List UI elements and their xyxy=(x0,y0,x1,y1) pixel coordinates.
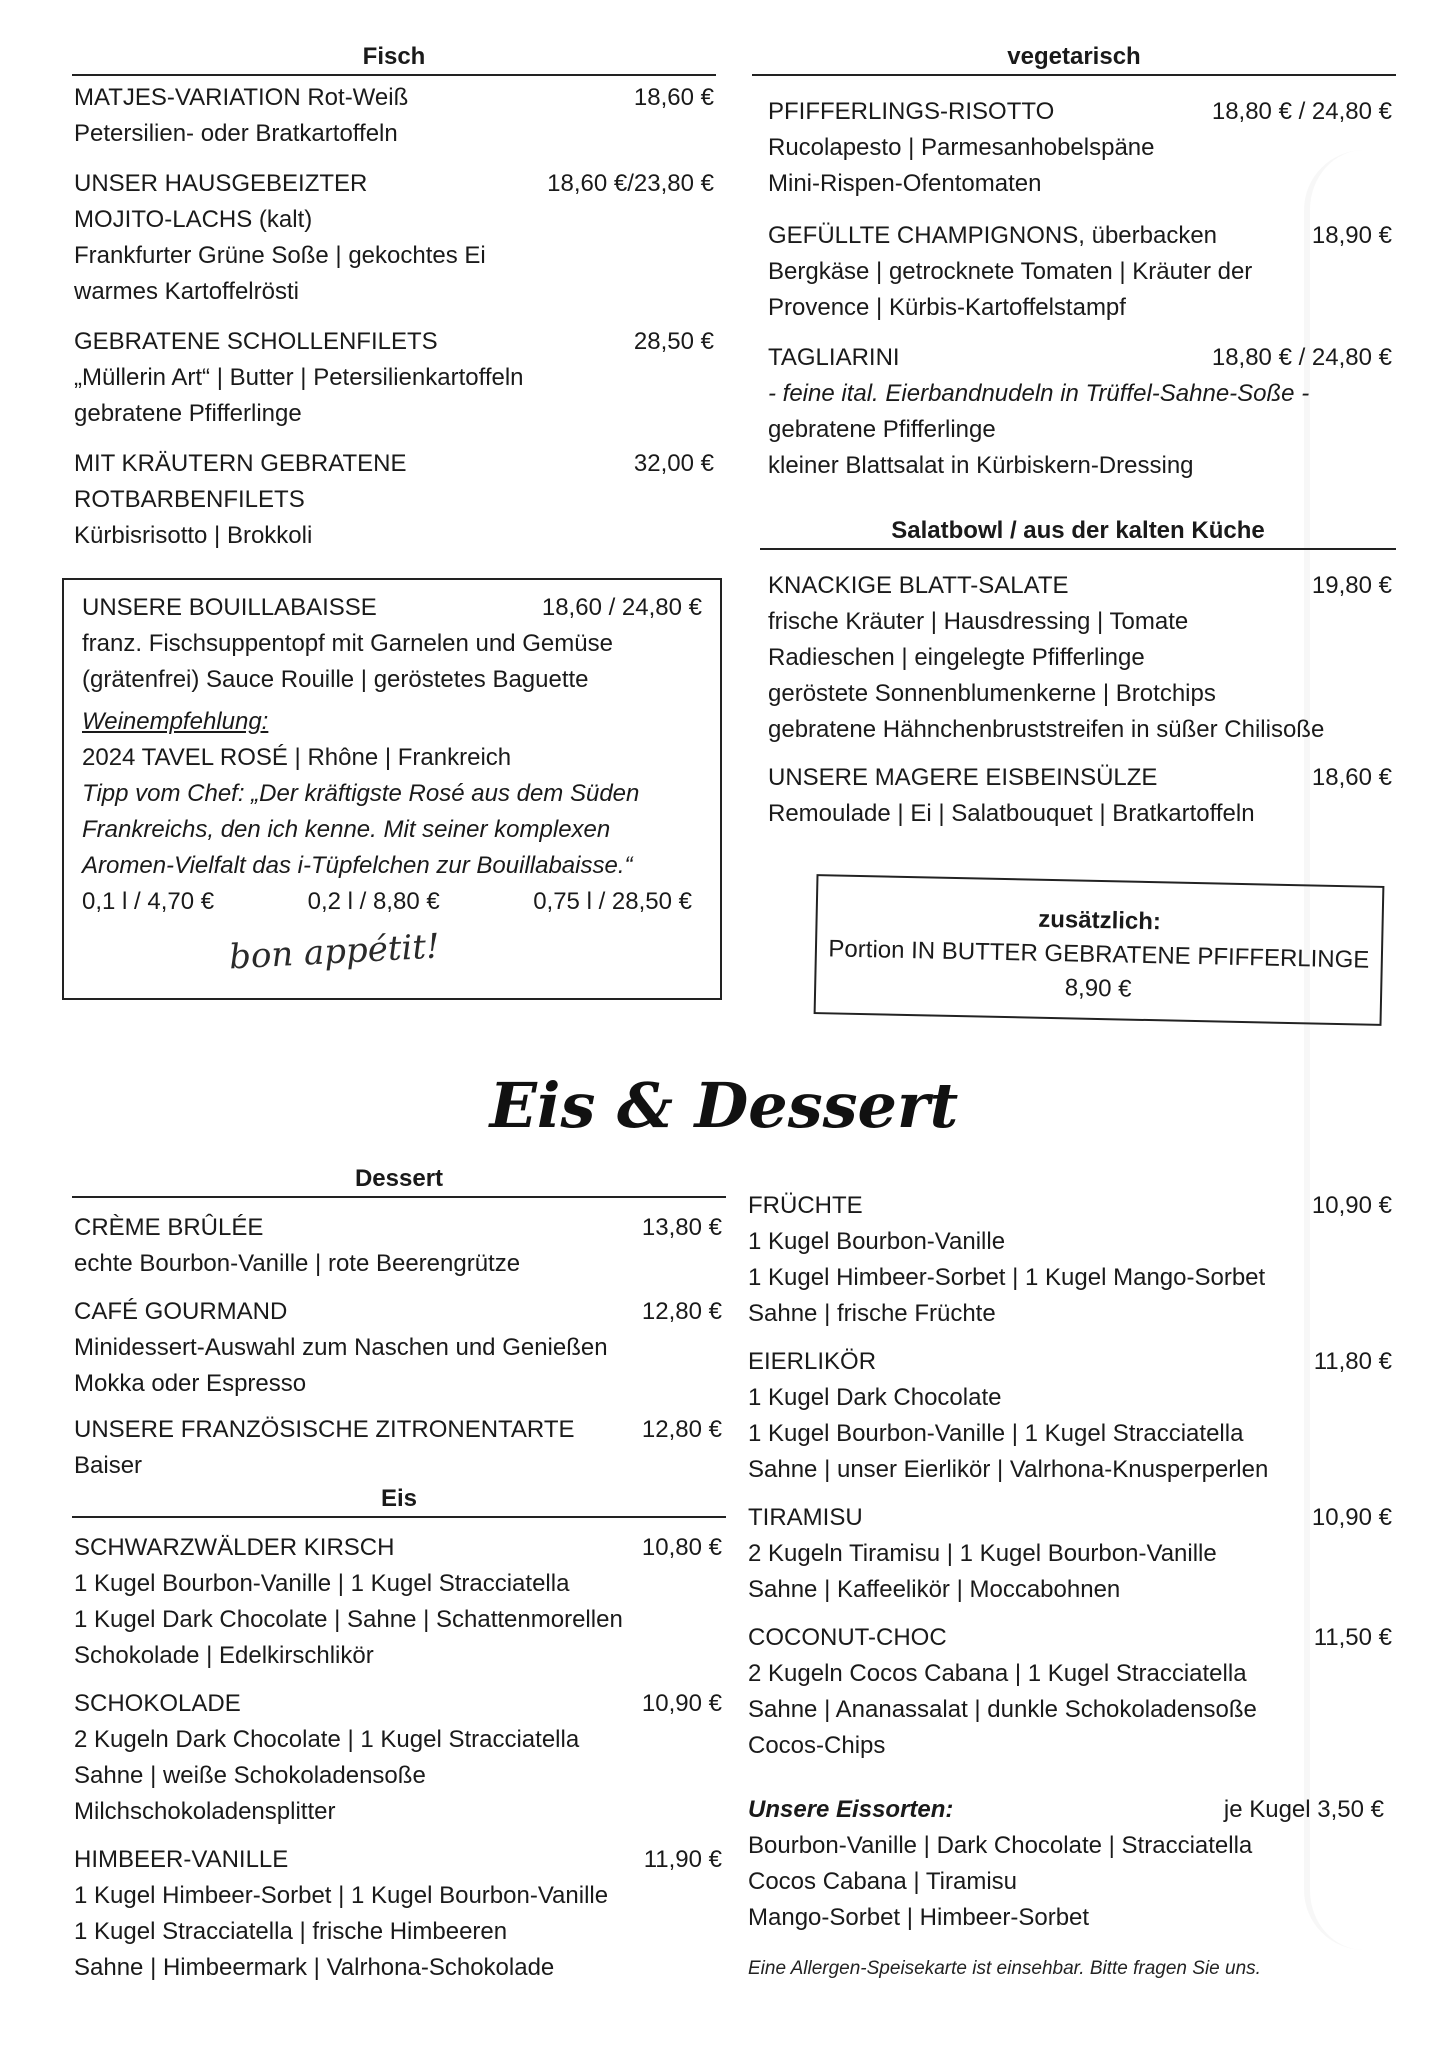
item-desc: ROTBARBENFILETS xyxy=(74,486,305,513)
item-name: PFIFFERLINGS-RISOTTO xyxy=(768,98,1055,125)
item-desc: MOJITO-LACHS (kalt) xyxy=(74,206,313,233)
eissorten-line: Cocos Cabana | Tiramisu xyxy=(748,1868,1018,1895)
item-desc: gebratene Pfifferlinge xyxy=(768,416,996,443)
menu-item-schollenfilets xyxy=(74,324,714,432)
item-price: 18,60 € xyxy=(1311,764,1392,791)
item-price: 10,90 € xyxy=(1311,1504,1392,1531)
menu-item-champignons xyxy=(768,218,1392,326)
item-desc: Frankfurter Grüne Soße | gekochtes Ei xyxy=(74,242,486,269)
bouillabaisse-box xyxy=(62,578,722,1000)
item-desc: 1 Kugel Bourbon-Vanille | 1 Kugel Stracciatella xyxy=(74,1570,570,1597)
item-name: UNSERE MAGERE EISBEINSÜLZE xyxy=(768,764,1158,791)
item-desc: Sahne | Kaffeelikör | Moccabohnen xyxy=(748,1576,1121,1603)
item-desc: geröstete Sonnenblumenkerne | Brotchips xyxy=(768,680,1216,707)
extras-box xyxy=(814,874,1385,1026)
item-price: 12,80 € xyxy=(641,1298,722,1325)
item-desc: 1 Kugel Dark Chocolate xyxy=(748,1384,1002,1411)
item-desc: Sahne | weiße Schokoladensoße xyxy=(74,1762,426,1789)
menu-item-schwarzwaelder-kirsch xyxy=(74,1530,722,1674)
item-price: 11,50 € xyxy=(1313,1624,1392,1651)
item-desc: franz. Fischsuppentopf mit Garnelen und Gemüse xyxy=(82,630,613,657)
item-desc: Mini-Rispen-Ofentomaten xyxy=(768,170,1042,197)
menu-item-himbeer-vanille xyxy=(74,1842,722,1986)
chef-tip: Tipp vom Chef: „Der kräftigste Rosé aus dem Süden xyxy=(82,780,640,807)
item-desc: Remoulade | Ei | Salatbouquet | Bratkartoffeln xyxy=(768,800,1255,827)
item-desc: „Müllerin Art“ | Butter | Petersilienkartoffeln xyxy=(74,364,524,391)
item-desc: 2 Kugeln Dark Chocolate | 1 Kugel Stracciatella xyxy=(74,1726,580,1753)
extras-price: 8,90 € xyxy=(1064,974,1132,1003)
menu-item-cafe-gourmand xyxy=(74,1294,722,1402)
eis-dessert-title: Eis & Dessert xyxy=(489,1069,959,1142)
item-desc: Sahne | Himbeermark | Valrhona-Schokolade xyxy=(74,1954,555,1981)
menu-item-rotbarbenfilets xyxy=(74,446,714,554)
item-name: TIRAMISU xyxy=(748,1504,863,1531)
item-price: 18,60 €/23,80 € xyxy=(547,170,714,197)
item-desc: (grätenfrei) Sauce Rouille | geröstetes Baguette xyxy=(82,666,589,693)
menu-item-bouillabaisse xyxy=(82,590,702,920)
menu-item-eisbeinsuelze xyxy=(768,760,1392,832)
allergen-footer: Eine Allergen-Speisekarte ist einsehbar. Bitte fragen Sie uns. xyxy=(748,1958,1261,1979)
extras-heading: zusätzlich: xyxy=(1038,905,1162,936)
item-price: 11,90 € xyxy=(643,1846,722,1873)
item-name: CRÈME BRÛLÉE xyxy=(74,1214,264,1241)
item-desc: gebratene Pfifferlinge xyxy=(74,400,302,427)
section-heading-dessert: Dessert xyxy=(72,1164,726,1198)
menu-item-creme-brulee xyxy=(74,1210,722,1282)
wine-size-price: 0,75 l / 28,50 € xyxy=(533,888,692,915)
wine-name: 2024 TAVEL ROSÉ | Rhône | Frankreich xyxy=(82,744,512,771)
item-name: TAGLIARINI xyxy=(768,344,900,371)
item-name: COCONUT-CHOC xyxy=(748,1624,947,1651)
wine-size-price: 0,2 l / 8,80 € xyxy=(307,888,440,915)
eissorten-heading: Unsere Eissorten: xyxy=(748,1796,954,1823)
menu-item-schokolade xyxy=(74,1686,722,1830)
menu-item-tagliarini xyxy=(768,340,1392,484)
item-price: 12,80 € xyxy=(641,1416,722,1443)
eissorten-block xyxy=(748,1792,1384,1936)
menu-item-fruechte xyxy=(748,1188,1392,1332)
item-desc: 1 Kugel Himbeer-Sorbet | 1 Kugel Mango-Sorbet xyxy=(748,1264,1266,1291)
eissorten-price: je Kugel 3,50 € xyxy=(1223,1796,1384,1823)
item-desc: gebratene Hähnchenbruststreifen in süßer Chilisoße xyxy=(768,716,1325,743)
wine-size-price: 0,1 l / 4,70 € xyxy=(82,888,215,915)
item-desc: Sahne | frische Früchte xyxy=(748,1300,996,1327)
item-desc: Provence | Kürbis-Kartoffelstampf xyxy=(768,294,1126,321)
item-desc: Baiser xyxy=(74,1452,143,1479)
item-desc: Petersilien- oder Bratkartoffeln xyxy=(74,120,398,147)
item-name: GEBRATENE SCHOLLENFILETS xyxy=(74,328,438,355)
eissorten-line: Mango-Sorbet | Himbeer-Sorbet xyxy=(748,1904,1090,1931)
item-name: EIERLIKÖR xyxy=(748,1348,877,1375)
item-name: FRÜCHTE xyxy=(748,1192,863,1219)
item-desc: 1 Kugel Bourbon-Vanille | 1 Kugel Stracciatella xyxy=(748,1420,1244,1447)
section-heading-vegetarisch: vegetarisch xyxy=(752,42,1396,76)
menu-item-zitronentarte xyxy=(74,1412,722,1484)
menu-item-tiramisu xyxy=(748,1500,1392,1608)
chef-tip: Aromen-Vielfalt das i-Tüpfelchen zur Bouillabaisse.“ xyxy=(82,852,633,879)
item-price: 18,80 € / 24,80 € xyxy=(1211,98,1392,125)
section-heading-eis: Eis xyxy=(72,1484,726,1518)
item-desc: 1 Kugel Stracciatella | frische Himbeeren xyxy=(74,1918,508,1945)
eissorten-line: Bourbon-Vanille | Dark Chocolate | Stracciatella xyxy=(748,1832,1253,1859)
item-desc: Sahne | unser Eierlikör | Valrhona-Knusperperlen xyxy=(748,1456,1269,1483)
item-desc: frische Kräuter | Hausdressing | Tomate xyxy=(768,608,1189,635)
item-price: 19,80 € xyxy=(1311,572,1392,599)
item-desc: Milchschokoladensplitter xyxy=(74,1798,336,1825)
item-desc: warmes Kartoffelrösti xyxy=(74,278,299,305)
item-name: CAFÉ GOURMAND xyxy=(74,1298,288,1325)
item-desc: 1 Kugel Dark Chocolate | Sahne | Schattenmorellen xyxy=(74,1606,623,1633)
item-name: HIMBEER-VANILLE xyxy=(74,1846,289,1873)
wine-heading: Weinempfehlung: xyxy=(82,708,269,735)
item-desc: Kürbisrisotto | Brokkoli xyxy=(74,522,313,549)
item-price: 10,90 € xyxy=(641,1690,722,1717)
item-desc: 1 Kugel Bourbon-Vanille xyxy=(748,1228,1006,1255)
item-price: 10,80 € xyxy=(641,1534,722,1561)
item-desc: 2 Kugeln Cocos Cabana | 1 Kugel Stracciatella xyxy=(748,1660,1247,1687)
item-name: UNSERE BOUILLABAISSE xyxy=(82,594,377,621)
item-price: 18,80 € / 24,80 € xyxy=(1211,344,1392,371)
item-price: 18,90 € xyxy=(1311,222,1392,249)
item-desc: Minidessert-Auswahl zum Naschen und Genießen xyxy=(74,1334,608,1361)
item-price: 10,90 € xyxy=(1311,1192,1392,1219)
item-desc: echte Bourbon-Vanille | rote Beerengrütze xyxy=(74,1250,521,1277)
item-desc: 2 Kugeln Tiramisu | 1 Kugel Bourbon-Vanille xyxy=(748,1540,1217,1567)
item-desc: Schokolade | Edelkirschlikör xyxy=(74,1642,374,1669)
item-price: 18,60 € xyxy=(633,84,714,111)
item-desc: kleiner Blattsalat in Kürbiskern-Dressing xyxy=(768,452,1194,479)
menu-item-pfifferlings-risotto xyxy=(768,94,1392,202)
menu-item-blatt-salate xyxy=(768,568,1392,748)
item-desc: - feine ital. Eierbandnudeln in Trüffel-Sahne-Soße - xyxy=(768,380,1310,407)
item-desc: Bergkäse | getrocknete Tomaten | Kräuter der xyxy=(768,258,1253,285)
chef-tip: Frankreichs, den ich kenne. Mit seiner komplexen xyxy=(82,816,611,843)
item-desc: Radieschen | eingelegte Pfifferlinge xyxy=(768,644,1145,671)
extras-text: Portion IN BUTTER GEBRATENE PFIFFERLINGE xyxy=(828,935,1370,974)
item-desc: Cocos-Chips xyxy=(748,1732,886,1759)
item-price: 18,60 / 24,80 € xyxy=(541,594,702,621)
item-name: MIT KRÄUTERN GEBRATENE xyxy=(74,450,407,477)
item-name: SCHOKOLADE xyxy=(74,1690,241,1717)
item-name: UNSERE FRANZÖSISCHE ZITRONENTARTE xyxy=(74,1416,575,1443)
item-name: GEFÜLLTE CHAMPIGNONS, überbacken xyxy=(768,222,1218,249)
menu-item-coconut-choc xyxy=(748,1620,1392,1764)
handwritten-note: bon appétit! xyxy=(228,926,441,978)
menu-item-eierlikoer xyxy=(748,1344,1392,1488)
item-desc: 1 Kugel Himbeer-Sorbet | 1 Kugel Bourbon-Vanille xyxy=(74,1882,609,1909)
item-desc: Mokka oder Espresso xyxy=(74,1370,307,1397)
item-price: 28,50 € xyxy=(633,328,714,355)
item-name: KNACKIGE BLATT-SALATE xyxy=(768,572,1069,599)
section-heading-salat: Salatbowl / aus der kalten Küche xyxy=(760,516,1396,550)
item-desc: Sahne | Ananassalat | dunkle Schokoladensoße xyxy=(748,1696,1257,1723)
item-price: 11,80 € xyxy=(1313,1348,1392,1375)
section-heading-fisch: Fisch xyxy=(72,42,716,76)
item-price: 13,80 € xyxy=(641,1214,722,1241)
item-price: 32,00 € xyxy=(633,450,714,477)
menu-item-matjes xyxy=(74,80,714,152)
item-name: UNSER HAUSGEBEIZTER xyxy=(74,170,368,197)
item-desc: Rucolapesto | Parmesanhobelspäne xyxy=(768,134,1155,161)
item-name: MATJES-VARIATION Rot-Weiß xyxy=(74,84,409,111)
menu-item-lachs xyxy=(74,166,714,310)
item-name: SCHWARZWÄLDER KIRSCH xyxy=(74,1534,395,1561)
